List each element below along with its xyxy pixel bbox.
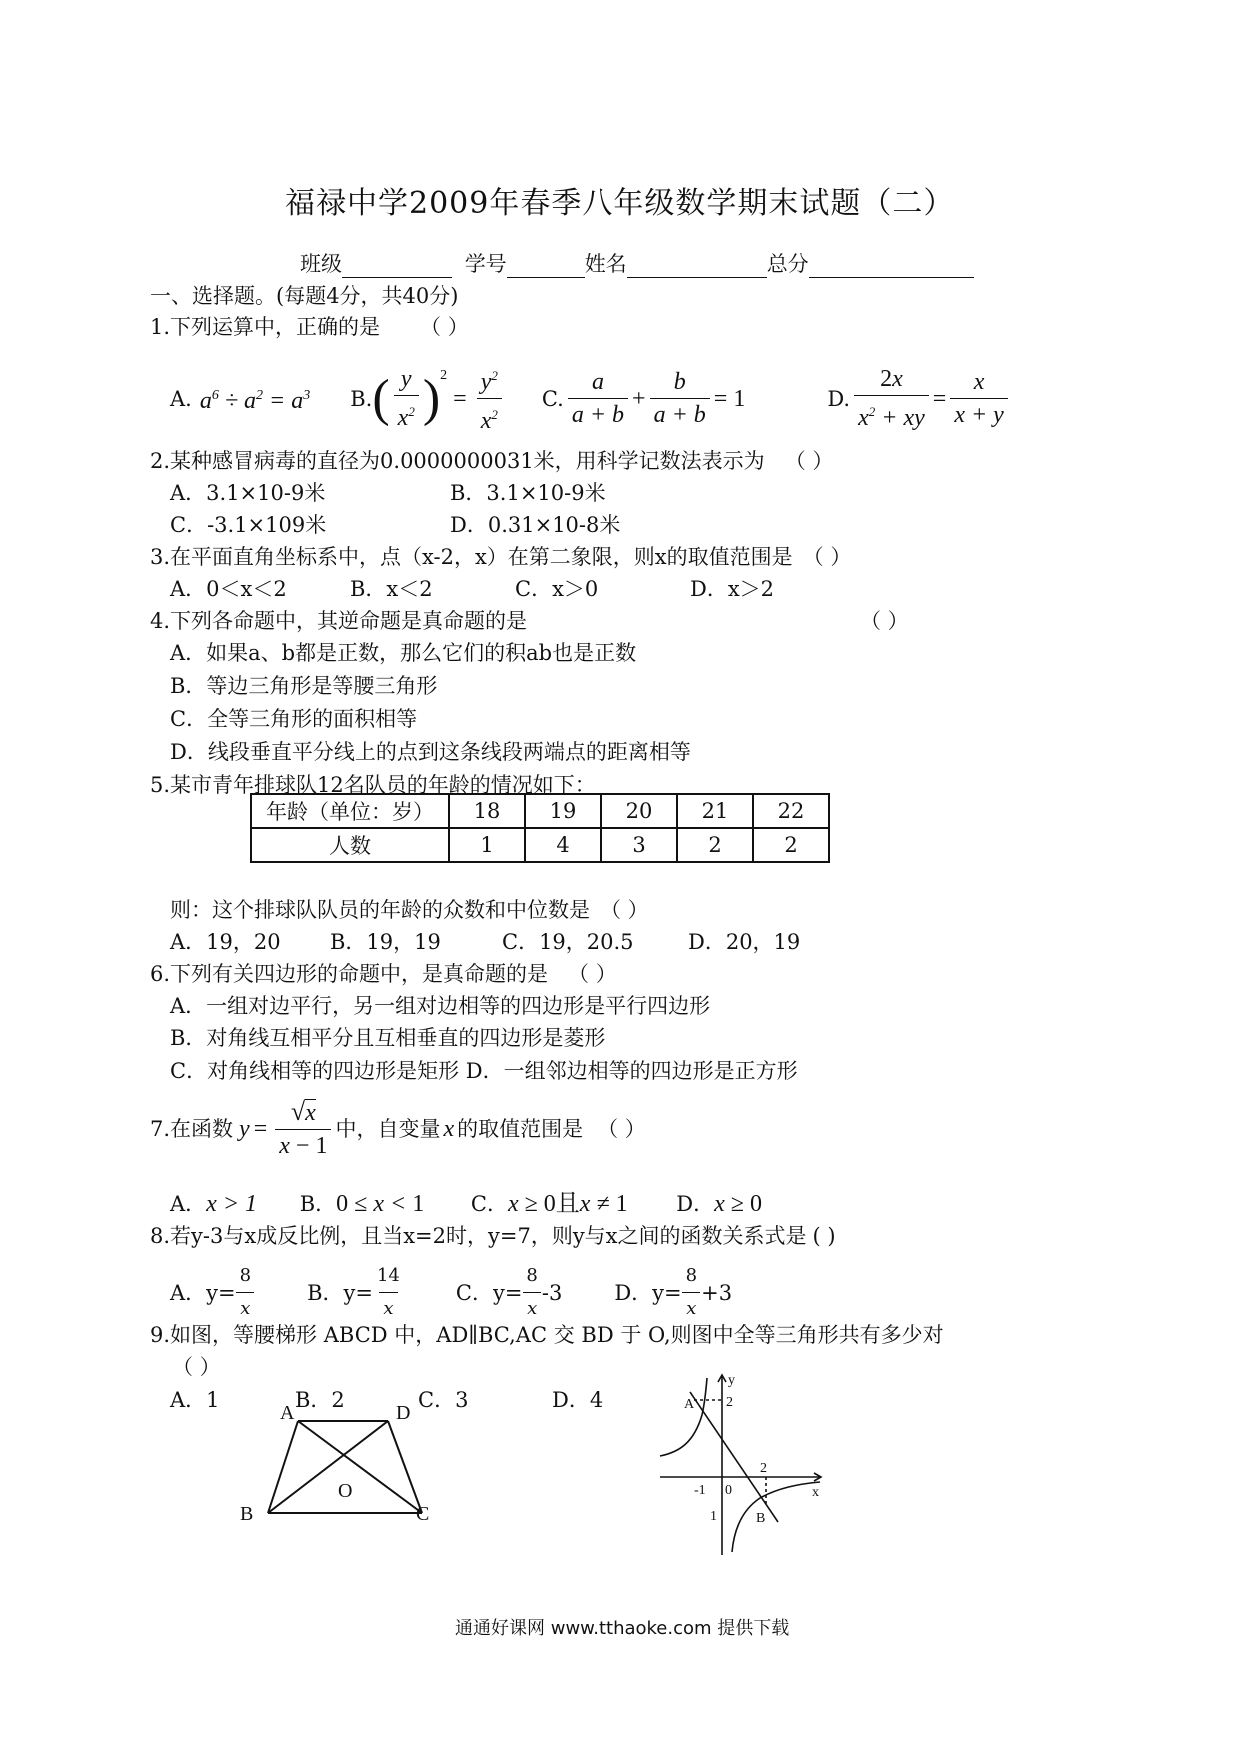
- x-tick-neg1: -1: [694, 1483, 706, 1498]
- hyperbola-right-branch: [732, 1482, 820, 1552]
- q6-option-a: A．一组对边平行，另一组对边相等的四边形是平行四边形: [170, 994, 711, 1018]
- vertex-label-d: D: [396, 1402, 411, 1424]
- q3-option-a: A．0＜x＜2: [170, 577, 287, 601]
- q7-option-d-expr: x ≥ 0: [714, 1191, 762, 1217]
- q2-option-b: B．3.1×10-9米: [450, 481, 606, 505]
- q8-option-c-frac: $\frac{8}{x}$: [522, 1262, 541, 1323]
- y-axis-label: y: [728, 1373, 735, 1388]
- table-cell: 22: [753, 794, 829, 828]
- q7-options: [170, 1190, 762, 1218]
- q3-option-c: C．x＞0: [515, 577, 599, 601]
- q4-option-c: C．全等三角形的面积相等: [170, 707, 418, 731]
- q8-answer-paren: ( ): [812, 1224, 836, 1248]
- q1-option-a-label: A.: [170, 386, 192, 411]
- q2-answer-paren: （ ）: [784, 449, 834, 473]
- q2-option-c: C．-3.1×109米: [170, 513, 327, 537]
- q6-text: 6.下列有关四边形的命题中，是真命题的是: [150, 962, 549, 986]
- q8-option-d-const: +3: [701, 1280, 733, 1305]
- page-footer: 通通好课网 www.tthaoke.com 提供下载: [455, 1618, 790, 1639]
- q7-stem: [150, 1098, 646, 1160]
- q5-stem: 5.某市青年排球队12名队员的年龄的情况如下：: [150, 773, 596, 797]
- table-row: [251, 794, 829, 828]
- table-cell: 年龄（单位：岁）: [251, 794, 449, 828]
- q8-stem: [150, 1222, 836, 1250]
- q3-answer-paren: （ ）: [802, 545, 852, 569]
- student-info-line: [300, 250, 974, 278]
- table-cell: 人数: [251, 828, 449, 862]
- origin-label: 0: [725, 1483, 732, 1498]
- q4-option-a: A．如果a、b都是正数，那么它们的积ab也是正数: [170, 641, 637, 665]
- table-cell: 19: [525, 794, 601, 828]
- table-cell: 1: [449, 828, 525, 862]
- q3-text: 3.在平面直角坐标系中，点（x-2，x）在第二象限，则x的取值范围是: [150, 545, 793, 569]
- hyperbola-left-branch: [660, 1378, 707, 1456]
- table-cell: 4: [525, 828, 601, 862]
- q7-suffix2: 的取值范围是: [457, 1117, 584, 1141]
- vertex-label-o: O: [338, 1480, 353, 1502]
- score-label: 总分: [766, 252, 809, 276]
- table-cell: 2: [753, 828, 829, 862]
- q8-option-d-frac: $\frac{8}{x}$: [682, 1262, 701, 1323]
- q3-option-b: B．x＜2: [350, 577, 433, 601]
- q8-option-a-frac: $\frac{8}{x}$: [236, 1262, 255, 1323]
- diagonal-ac: [298, 1421, 422, 1513]
- q9-answer-paren: （ ）: [172, 1355, 221, 1379]
- q1-option-b-expr: ( $\frac{y}{x^2}$ ) $^2$ = $\frac{y^2}{x^2}$: [372, 362, 506, 435]
- q9-option-c: C．3: [418, 1388, 469, 1412]
- vertex-label-a: A: [280, 1402, 295, 1424]
- table-cell: 3: [601, 828, 677, 862]
- q3-option-d: D．x＞2: [690, 577, 775, 601]
- q8-option-b-label: B．y=: [307, 1280, 373, 1305]
- name-field[interactable]: [627, 255, 767, 278]
- vertex-label-c: C: [416, 1503, 430, 1525]
- q1-answer-paren: （ ）: [420, 315, 469, 339]
- age-table: [250, 793, 830, 863]
- q7-option-b-label: B．: [299, 1192, 337, 1216]
- trapezoid-figure: [230, 1395, 450, 1535]
- page-title: 福禄中学2009年春季八年级数学期末试题（二）: [285, 186, 955, 221]
- q4-answer-paren: （ ）: [860, 609, 909, 633]
- point-label-a: A: [684, 1397, 695, 1412]
- point-label-b: B: [756, 1511, 766, 1526]
- edge-ab: [268, 1421, 298, 1513]
- q7-option-d-label: D．: [676, 1192, 715, 1216]
- q2-option-a: A．3.1×10-9米: [170, 481, 326, 505]
- q5-option-b: B．19，19: [330, 930, 441, 954]
- table-cell: 20: [601, 794, 677, 828]
- q7-answer-paren: （ ）: [597, 1117, 646, 1141]
- q8-options: [170, 1262, 732, 1323]
- q2-option-d: D．0.31×10-8米: [450, 513, 621, 537]
- q8-option-b-frac: $\frac{14}{x}$: [373, 1262, 404, 1323]
- q1-text: 1.下列运算中，正确的是: [150, 315, 381, 339]
- q9-option-a: A．1: [170, 1388, 220, 1412]
- q1-option-b-label: B.: [350, 386, 373, 411]
- class-label: 班级: [300, 252, 342, 276]
- q3-stem: [150, 543, 851, 571]
- q8-option-d-label: D．y=: [614, 1280, 682, 1305]
- q8-text: 8.若y-3与x成反比例，且当x=2时，y=7，则y与x之间的函数关系式是: [150, 1224, 807, 1248]
- id-label: 学号: [464, 252, 507, 276]
- q5-question: [170, 896, 649, 924]
- q4-option-b: B．等边三角形是等腰三角形: [170, 674, 438, 698]
- y-tick-neg1: 1: [710, 1509, 717, 1524]
- q6-option-cd: C．对角线相等的四边形是矩形 D．一组邻边相等的四边形是正方形: [170, 1059, 798, 1083]
- q7-function: y = $\frac{√x}{x - 1}$: [239, 1098, 335, 1160]
- q5-answer-paren: （ ）: [600, 898, 649, 922]
- q1-option-a-expr: $a^6 \div a^2 = a^3$: [199, 388, 311, 414]
- q1-option-d-expr: $\frac{2x}{x^2 + xy}$ = $\frac{x}{x + y}$: [850, 365, 1012, 432]
- table-cell: 21: [677, 794, 753, 828]
- name-label: 姓名: [584, 252, 627, 276]
- x-tick-2: 2: [760, 1461, 767, 1476]
- q2-stem: [150, 447, 833, 475]
- q7-option-b-expr: 0 ≤ x < 1: [336, 1191, 425, 1217]
- x-axis-label: x: [812, 1485, 819, 1500]
- diagonal-bd: [268, 1421, 388, 1513]
- q9-option-b: B．2: [295, 1388, 345, 1412]
- class-field[interactable]: [342, 255, 452, 278]
- q1-option-d-label: D.: [827, 386, 851, 411]
- q7-option-c-expr: x ≥ 0且x ≠ 1: [507, 1191, 628, 1217]
- q7-option-a-expr: x > 1: [206, 1191, 258, 1217]
- q7-variable: x: [443, 1116, 455, 1142]
- table-cell: 18: [449, 794, 525, 828]
- q5-question-text: 则：这个排球队队员的年龄的众数和中位数是: [170, 898, 590, 922]
- vertex-label-b: B: [240, 1503, 254, 1525]
- q1-option-c-expr: $\frac{a}{a + b}$ + $\frac{b}{a + b}$ = 1: [564, 368, 746, 429]
- score-field[interactable]: [809, 255, 974, 278]
- q6-stem: [150, 960, 617, 988]
- q8-option-c-label: C．y=: [455, 1280, 523, 1305]
- section-heading: 一、选择题。(每题4分，共40分): [150, 284, 459, 308]
- q5-option-d: D．20，19: [688, 930, 801, 954]
- y-tick-2: 2: [726, 1395, 733, 1410]
- q6-answer-paren: （ ）: [568, 962, 617, 986]
- id-field[interactable]: [507, 255, 585, 278]
- q5-option-a: A．19，20: [170, 930, 281, 954]
- function-graph-figure: [650, 1370, 830, 1560]
- q2-text: 2.某种感冒病毒的直径为0.0000000031米，用科学记数法表示为: [150, 449, 765, 473]
- q1-stem: [150, 313, 469, 341]
- q6-option-b: B．对角线互相平分且互相垂直的四边形是菱形: [170, 1026, 606, 1050]
- q7-prefix: 7.在函数: [150, 1117, 234, 1141]
- q5-option-c: C．19，20.5: [502, 930, 634, 954]
- q7-option-a-label: A．: [170, 1192, 207, 1216]
- q8-option-c-const: -3: [541, 1280, 563, 1305]
- table-cell: 2: [677, 828, 753, 862]
- q7-option-c-label: C．: [470, 1192, 508, 1216]
- q9-option-d: D．4: [552, 1388, 604, 1412]
- q7-suffix: 中，自变量: [335, 1117, 441, 1141]
- q4-stem: 4.下列各命题中，其逆命题是真命题的是: [150, 609, 528, 633]
- q4-option-d: D．线段垂直平分线上的点到这条线段两端点的距离相等: [170, 740, 691, 764]
- q1-option-c-label: C.: [541, 386, 564, 411]
- table-row: [251, 828, 829, 862]
- q8-option-a-label: A．y=: [170, 1280, 236, 1305]
- q9-stem: 9.如图，等腰梯形 ABCD 中，AD∥BC,AC 交 BD 于 O,则图中全等三角形共有多少对: [150, 1323, 944, 1347]
- q1-options: [170, 362, 1012, 435]
